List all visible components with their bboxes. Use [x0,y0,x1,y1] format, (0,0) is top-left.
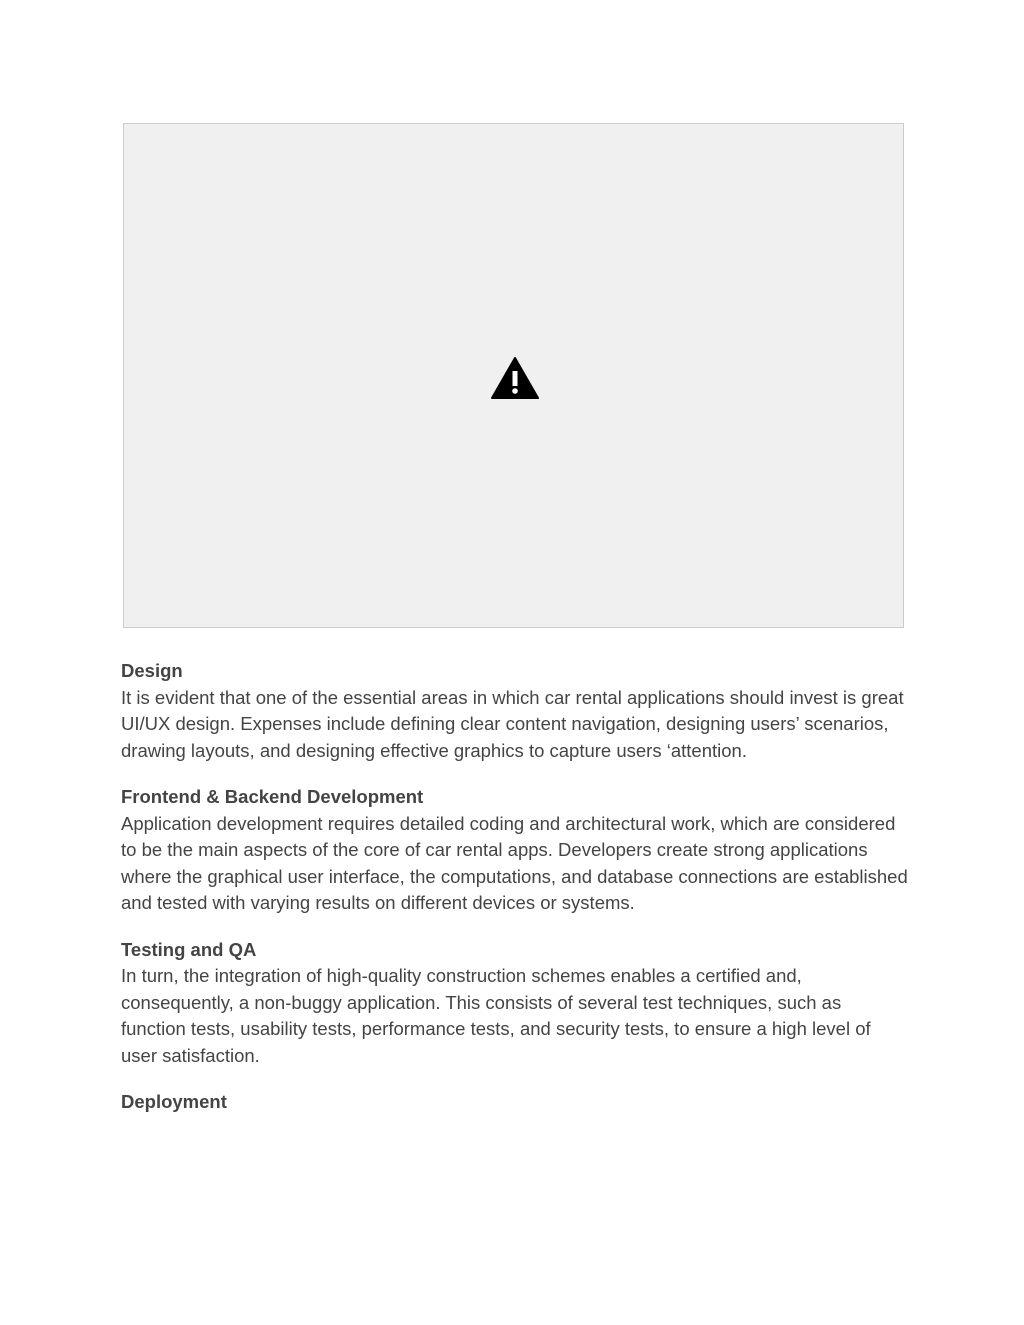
section-body: It is evident that one of the essential areas in which car rental applications should invest is great UI/UX design. Expenses include defining clear content navigation, designing users’ scenarios, drawing layouts, and designing effective graphics to capture users ‘attention. [121,686,904,761]
section-deployment [121,1089,911,1116]
section-heading: Deployment [121,1091,227,1112]
section-body: In turn, the integration of high-quality construction schemes enables a certified and, consequently, a non-buggy application. This consists of several test techniques, such as function tests, usability tests, performance tests, and security tests, to ensure a high level of user satisfaction. [121,965,871,1066]
section-heading: Design [121,660,183,681]
warning-icon [491,357,539,399]
article-content [121,658,911,1136]
section-heading: Frontend & Backend Development [121,786,424,807]
section-body: Application development requires detailed coding and architectural work, which are considered to be the main aspects of the core of car rental apps. Developers create strong applications where the graphical user interface, the computations, and database connections are established and tested with varying results on different devices or systems. [121,812,908,913]
section-frontend-backend [121,784,911,917]
section-testing [121,937,911,1070]
section-design [121,658,911,764]
section-heading: Testing and QA [121,938,257,960]
